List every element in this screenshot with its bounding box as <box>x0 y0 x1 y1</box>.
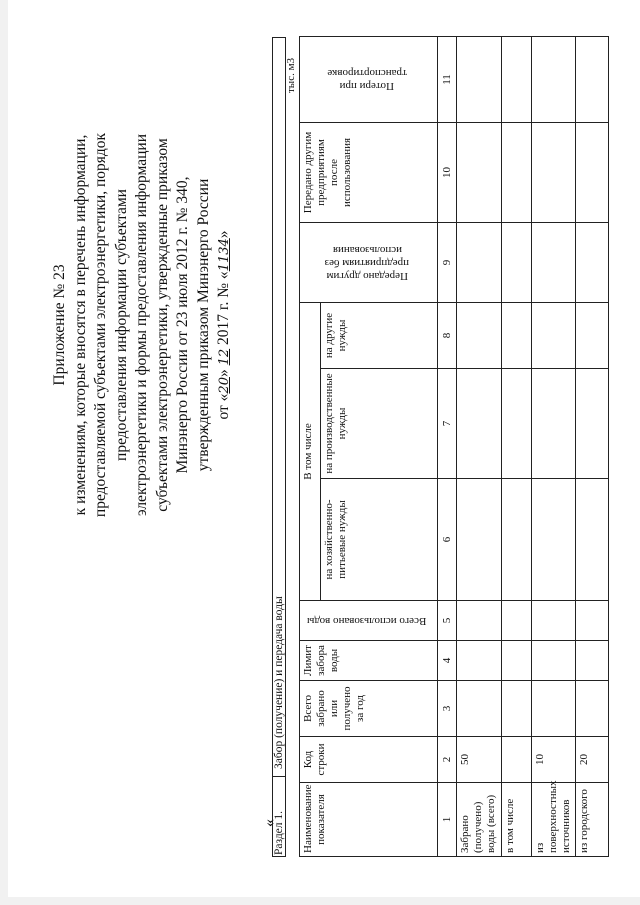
row-code: 10 <box>532 737 576 783</box>
empty-cell <box>576 479 609 601</box>
header-other: на другие нужды <box>321 302 438 368</box>
empty-cell <box>576 36 609 122</box>
opening-quote: « <box>261 819 278 827</box>
row-name: Забрано (получено) воды (всего) <box>457 783 502 857</box>
row-name: из городского <box>576 783 609 857</box>
header-line-5: субъектами электроэнергетики, утвержденные приказом <box>153 138 171 512</box>
header-production: на производственные нужды <box>321 369 438 479</box>
empty-cell <box>532 222 576 302</box>
header-line-3: предоставления информации субъектами <box>112 189 130 461</box>
handwritten-order-number: 1134 <box>217 238 232 272</box>
header-household: на хозяйственно-питьевые нужды <box>321 479 438 601</box>
header-row-1 <box>300 36 321 856</box>
row-code <box>502 737 532 783</box>
empty-cell <box>502 36 532 122</box>
header-line-6: Минэнерго России от 23 июля 2012 г. № 340, <box>174 176 191 474</box>
empty-cell <box>502 681 532 737</box>
header-transferred-unused-cell <box>300 222 438 302</box>
col-num: 9 <box>438 222 457 302</box>
col-num: 5 <box>438 601 457 641</box>
header-losses-cell <box>300 36 438 122</box>
table-row <box>532 36 576 856</box>
header-limit: Лимит забора воды <box>300 641 438 681</box>
header-code: Код строки <box>300 737 438 783</box>
section-title: Забор (получение) и передача воды <box>273 596 285 769</box>
header-total-taken: Всего забрано или получено за год <box>300 681 438 737</box>
water-intake-table <box>299 36 609 857</box>
order-date-line: от «20» 12 2017 г. № «1134» <box>215 230 232 420</box>
empty-cell <box>457 369 502 479</box>
empty-cell <box>576 601 609 641</box>
col-num: 3 <box>438 681 457 737</box>
header-line-1: к изменениям, которые вносятся в перечень информации, <box>71 134 89 516</box>
table-row <box>502 36 532 856</box>
empty-cell <box>532 36 576 122</box>
empty-cell <box>502 222 532 302</box>
row-code: 20 <box>576 737 609 783</box>
col-num: 7 <box>438 369 457 479</box>
header-line-4: электроэнергетики и формы предоставления информации <box>133 133 150 517</box>
empty-cell <box>457 479 502 601</box>
section-heading <box>272 37 286 857</box>
handwritten-month: 12 <box>217 348 232 366</box>
header-line-7: утвержденным приказом Минэнерго России <box>194 178 212 472</box>
header-transferred-after: Передано другим предприятиям после использования <box>300 122 438 222</box>
appendix-header <box>50 45 236 605</box>
header-name: Наименование показателя <box>300 783 438 857</box>
empty-cell <box>532 479 576 601</box>
empty-cell <box>502 122 532 222</box>
header-including: В том числе <box>300 302 321 600</box>
empty-cell <box>502 302 532 368</box>
header-total-used-cell <box>300 601 438 641</box>
col-num: 10 <box>438 122 457 222</box>
empty-cell <box>457 641 502 681</box>
empty-cell <box>576 369 609 479</box>
row-name: в том числе <box>502 783 532 857</box>
empty-cell <box>457 302 502 368</box>
empty-cell <box>576 302 609 368</box>
empty-cell <box>457 36 502 122</box>
col-num: 1 <box>438 783 457 857</box>
empty-cell <box>576 681 609 737</box>
col-num: 2 <box>438 737 457 783</box>
empty-cell <box>502 369 532 479</box>
handwritten-day: 20 <box>217 377 232 394</box>
empty-cell <box>532 601 576 641</box>
empty-cell <box>576 222 609 302</box>
empty-cell <box>532 122 576 222</box>
table-row <box>457 36 502 856</box>
empty-cell <box>576 122 609 222</box>
row-code: 50 <box>457 737 502 783</box>
empty-cell <box>502 601 532 641</box>
column-number-row <box>438 36 457 856</box>
header-transferred-unused: Передано другим предприятиям без использования <box>324 243 409 282</box>
empty-cell <box>457 122 502 222</box>
empty-cell <box>457 222 502 302</box>
col-num: 11 <box>438 36 457 122</box>
col-num: 4 <box>438 641 457 681</box>
empty-cell <box>457 601 502 641</box>
empty-cell <box>532 681 576 737</box>
header-total-used: Всего использовано воды <box>306 615 427 627</box>
section-label: Раздел 1. <box>273 810 285 855</box>
col-num: 8 <box>438 302 457 368</box>
header-line-2: предоставляемой субъектами электроэнергетики, порядок <box>92 132 109 518</box>
row-name: из поверхностных источников <box>532 783 576 857</box>
header-losses: Потери при транспортировке <box>326 67 407 93</box>
empty-cell <box>502 479 532 601</box>
appendix-number: Приложение № 23 <box>51 264 68 386</box>
empty-cell <box>576 641 609 681</box>
table-row <box>576 36 609 856</box>
section-divider <box>272 776 286 777</box>
units-label: тыс. м3 <box>285 57 297 93</box>
empty-cell <box>502 641 532 681</box>
empty-cell <box>457 681 502 737</box>
empty-cell <box>532 641 576 681</box>
empty-cell <box>532 302 576 368</box>
col-num: 6 <box>438 479 457 601</box>
empty-cell <box>532 369 576 479</box>
